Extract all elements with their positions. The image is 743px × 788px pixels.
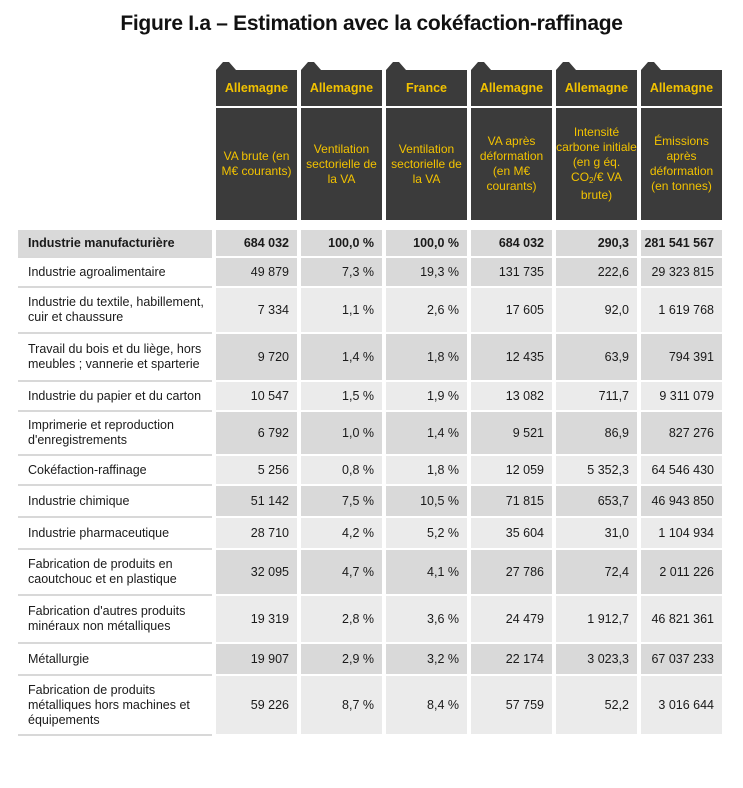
cell-value: 1,4 % [386,412,467,456]
header-desc-row [18,106,722,220]
column-country-label: Allemagne [564,81,629,95]
column-country [386,70,467,106]
column-description: VA brute (en M€ courants) [216,106,297,220]
cell-value: 10 547 [216,382,297,412]
cell-value: 3,2 % [386,644,467,676]
cell-value: 19,3 % [386,258,467,288]
row-label: Industrie du papier et du carton [18,382,212,412]
table-row [18,258,722,288]
row-label: Fabrication de produits en caoutchouc et en plastique [18,550,212,596]
cell-value: 4,2 % [301,518,382,550]
row-label: Cokéfaction-raffinage [18,456,212,486]
column-country-label: Allemagne [649,81,714,95]
header-tab [386,62,406,70]
column-country [641,70,722,106]
table-row [18,550,722,596]
cell-value: 19 319 [216,596,297,644]
cell-value: 1 619 768 [641,288,722,334]
cell-value: 7 334 [216,288,297,334]
cell-value: 1,5 % [301,382,382,412]
column-country-label: Allemagne [479,81,544,95]
cell-value: 64 546 430 [641,456,722,486]
row-label: Imprimerie et reproduction d'enregistrements [18,412,212,456]
column-country-label: Allemagne [309,81,374,95]
column-description: Ventilation sectorielle de la VA [301,106,382,220]
cell-value: 5 256 [216,456,297,486]
cell-value: 72,4 [556,550,637,596]
table-row [18,412,722,456]
column-country-label: France [406,81,447,95]
cell-value: 19 907 [216,644,297,676]
row-label: Fabrication d'autres produits minéraux non métalliques [18,596,212,644]
row-label: Industrie manufacturière [18,230,212,258]
cell-value: 684 032 [471,230,552,258]
column-description [556,106,637,220]
cell-value: 13 082 [471,382,552,412]
cell-value: 49 879 [216,258,297,288]
cell-value: 281 541 567 [641,230,722,258]
cell-value: 24 479 [471,596,552,644]
header-tab [471,62,491,70]
table-row [18,644,722,676]
row-label: Métallurgie [18,644,212,676]
cell-value: 1 912,7 [556,596,637,644]
column-country-label: Allemagne [224,81,289,95]
column-description: Émissions après déformation (en tonnes) [641,106,722,220]
cell-value: 3,6 % [386,596,467,644]
spacer-row [18,220,722,230]
cell-value: 51 142 [216,486,297,518]
cell-value: 3 023,3 [556,644,637,676]
table-row [18,456,722,486]
cell-value: 9 311 079 [641,382,722,412]
cell-value: 2,8 % [301,596,382,644]
cell-value: 67 037 233 [641,644,722,676]
table-row [18,676,722,736]
row-label: Industrie agroalimentaire [18,258,212,288]
cell-value: 2,9 % [301,644,382,676]
row-label: Fabrication de produits métalliques hors machines et équipements [18,676,212,736]
cell-value: 1,0 % [301,412,382,456]
cell-value: 12 435 [471,334,552,382]
cell-value: 28 710 [216,518,297,550]
column-country [471,70,552,106]
cell-value: 2 011 226 [641,550,722,596]
figure-title: Figure I.a – Estimation avec la cokéfaction-raffinage [120,12,623,35]
cell-value: 71 815 [471,486,552,518]
header-tab [301,62,321,70]
cell-value: 794 391 [641,334,722,382]
cell-value: 290,3 [556,230,637,258]
row-label: Travail du bois et du liège, hors meubles ; vannerie et sparterie [18,334,212,382]
cell-value: 5 352,3 [556,456,637,486]
cell-value: 32 095 [216,550,297,596]
cell-value: 3 016 644 [641,676,722,736]
row-label: Industrie du textile, habillement, cuir et chaussure [18,288,212,334]
header-tab [556,62,576,70]
total-row [18,230,722,258]
cell-value: 29 323 815 [641,258,722,288]
row-label: Industrie chimique [18,486,212,518]
column-description: Ventilation sectorielle de la VA [386,106,467,220]
cell-value: 8,7 % [301,676,382,736]
cell-value: 0,8 % [301,456,382,486]
header-tab [641,62,661,70]
cell-value: 86,9 [556,412,637,456]
cell-value: 92,0 [556,288,637,334]
row-label: Industrie pharmaceutique [18,518,212,550]
cell-value: 1,1 % [301,288,382,334]
cell-value: 4,1 % [386,550,467,596]
cell-value: 57 759 [471,676,552,736]
cell-value: 827 276 [641,412,722,456]
header-tab [216,62,236,70]
column-description: VA après déformation (en M€ courants) [471,106,552,220]
cell-value: 9 720 [216,334,297,382]
table-row [18,486,722,518]
data-table [14,70,726,736]
cell-value: 27 786 [471,550,552,596]
cell-value: 1,4 % [301,334,382,382]
cell-value: 31,0 [556,518,637,550]
cell-value: 2,6 % [386,288,467,334]
cell-value: 12 059 [471,456,552,486]
cell-value: 100,0 % [301,230,382,258]
cell-value: 10,5 % [386,486,467,518]
cell-value: 711,7 [556,382,637,412]
cell-value: 1,9 % [386,382,467,412]
cell-value: 5,2 % [386,518,467,550]
cell-value: 7,5 % [301,486,382,518]
cell-value: 1,8 % [386,456,467,486]
header-country-row [18,70,722,106]
cell-value: 131 735 [471,258,552,288]
cell-value: 35 604 [471,518,552,550]
table-row [18,382,722,412]
column-country [216,70,297,106]
cell-value: 46 821 361 [641,596,722,644]
cell-value: 222,6 [556,258,637,288]
cell-value: 684 032 [216,230,297,258]
cell-value: 653,7 [556,486,637,518]
column-country [301,70,382,106]
column-description-part: /€ VA brute) [580,170,622,202]
table-row [18,288,722,334]
table-body [18,220,722,736]
cell-value: 1,8 % [386,334,467,382]
table-row [18,596,722,644]
cell-value: 8,4 % [386,676,467,736]
subscript: 2 [589,176,594,185]
table-row [18,518,722,550]
cell-value: 46 943 850 [641,486,722,518]
cell-value: 4,7 % [301,550,382,596]
cell-value: 6 792 [216,412,297,456]
cell-value: 22 174 [471,644,552,676]
cell-value: 100,0 % [386,230,467,258]
header-corner [18,70,212,106]
cell-value: 1 104 934 [641,518,722,550]
cell-value: 52,2 [556,676,637,736]
cell-value: 59 226 [216,676,297,736]
cell-value: 17 605 [471,288,552,334]
cell-value: 7,3 % [301,258,382,288]
column-country [556,70,637,106]
cell-value: 63,9 [556,334,637,382]
table-row [18,334,722,382]
cell-value: 9 521 [471,412,552,456]
column-description-part: Intensité carbone initiale (en g éq. CO [556,125,637,184]
header-corner [18,106,212,220]
